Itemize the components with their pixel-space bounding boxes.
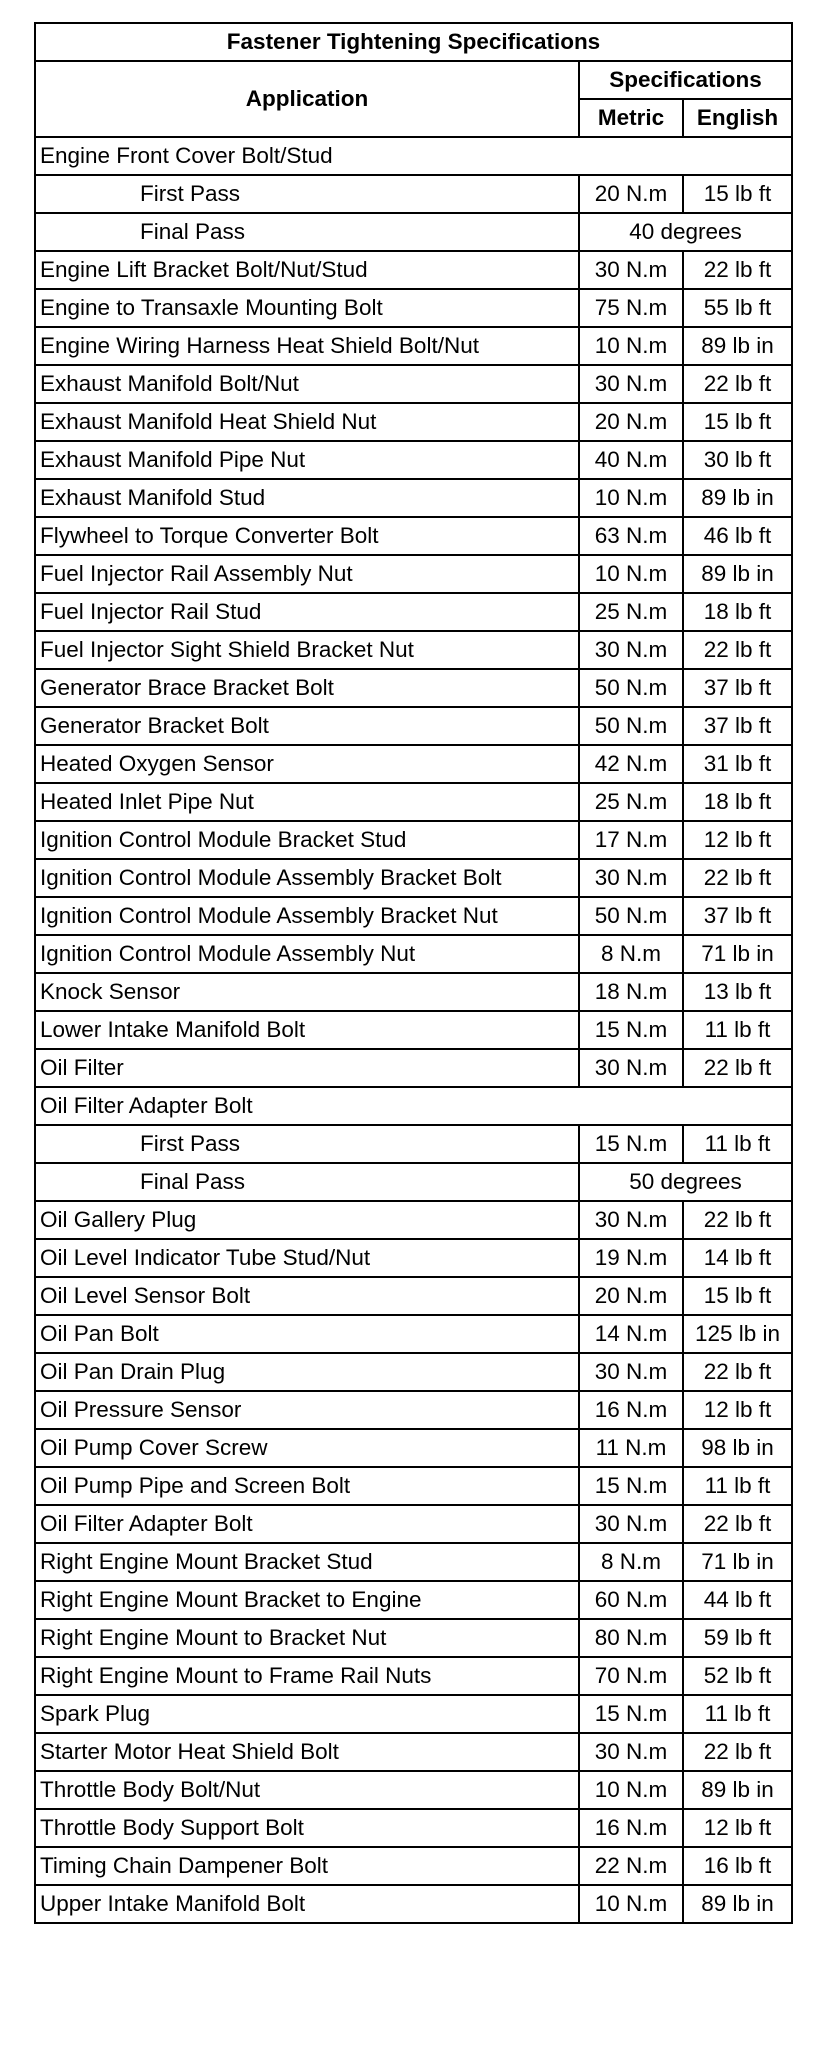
- metric-cell: 60 N.m: [579, 1581, 683, 1619]
- metric-cell: 20 N.m: [579, 175, 683, 213]
- metric-cell: 30 N.m: [579, 365, 683, 403]
- metric-cell: 14 N.m: [579, 1315, 683, 1353]
- english-cell: 15 lb ft: [683, 175, 792, 213]
- metric-cell: 25 N.m: [579, 593, 683, 631]
- application-cell: Knock Sensor: [35, 973, 579, 1011]
- english-cell: 37 lb ft: [683, 707, 792, 745]
- application-cell: Right Engine Mount Bracket Stud: [35, 1543, 579, 1581]
- table-row: [35, 745, 792, 783]
- table-row: [35, 403, 792, 441]
- english-cell: 22 lb ft: [683, 365, 792, 403]
- english-cell: 89 lb in: [683, 327, 792, 365]
- metric-cell: 30 N.m: [579, 1201, 683, 1239]
- english-cell: 71 lb in: [683, 935, 792, 973]
- english-cell: 37 lb ft: [683, 669, 792, 707]
- application-cell: Engine Lift Bracket Bolt/Nut/Stud: [35, 251, 579, 289]
- metric-cell: 30 N.m: [579, 1353, 683, 1391]
- metric-cell: 10 N.m: [579, 555, 683, 593]
- table-row: [35, 707, 792, 745]
- application-cell: Oil Filter Adapter Bolt: [35, 1505, 579, 1543]
- application-cell: Spark Plug: [35, 1695, 579, 1733]
- application-cell: Oil Pan Drain Plug: [35, 1353, 579, 1391]
- english-cell: 11 lb ft: [683, 1011, 792, 1049]
- fastener-spec-table: [34, 22, 793, 1924]
- metric-cell: 20 N.m: [579, 403, 683, 441]
- application-cell: Oil Filter Adapter Bolt: [35, 1087, 792, 1125]
- table-row: [35, 669, 792, 707]
- english-cell: 44 lb ft: [683, 1581, 792, 1619]
- application-cell: Oil Pump Cover Screw: [35, 1429, 579, 1467]
- metric-cell: 10 N.m: [579, 1771, 683, 1809]
- english-cell: 55 lb ft: [683, 289, 792, 327]
- metric-cell: 8 N.m: [579, 1543, 683, 1581]
- application-cell: Generator Brace Bracket Bolt: [35, 669, 579, 707]
- metric-cell: 80 N.m: [579, 1619, 683, 1657]
- table-row: [35, 1201, 792, 1239]
- application-cell: Timing Chain Dampener Bolt: [35, 1847, 579, 1885]
- table-row: [35, 1163, 792, 1201]
- application-cell: Ignition Control Module Assembly Nut: [35, 935, 579, 973]
- english-cell: 89 lb in: [683, 1885, 792, 1923]
- table-row: [35, 821, 792, 859]
- application-cell: Exhaust Manifold Heat Shield Nut: [35, 403, 579, 441]
- table-row: [35, 555, 792, 593]
- table-row: [35, 1125, 792, 1163]
- metric-cell: 30 N.m: [579, 631, 683, 669]
- metric-cell: 25 N.m: [579, 783, 683, 821]
- english-cell: 15 lb ft: [683, 1277, 792, 1315]
- application-cell: Oil Gallery Plug: [35, 1201, 579, 1239]
- english-header: English: [683, 99, 792, 137]
- table-row: [35, 137, 792, 175]
- table-row: [35, 1733, 792, 1771]
- application-cell: Ignition Control Module Assembly Bracket Nut: [35, 897, 579, 935]
- metric-cell: 16 N.m: [579, 1391, 683, 1429]
- application-cell: Throttle Body Bolt/Nut: [35, 1771, 579, 1809]
- english-cell: 14 lb ft: [683, 1239, 792, 1277]
- metric-cell: 18 N.m: [579, 973, 683, 1011]
- english-cell: 37 lb ft: [683, 897, 792, 935]
- english-cell: 12 lb ft: [683, 821, 792, 859]
- application-cell: Oil Pump Pipe and Screen Bolt: [35, 1467, 579, 1505]
- english-cell: 31 lb ft: [683, 745, 792, 783]
- application-cell: Right Engine Mount Bracket to Engine: [35, 1581, 579, 1619]
- english-cell: 22 lb ft: [683, 1733, 792, 1771]
- table-row: [35, 1619, 792, 1657]
- application-cell: Ignition Control Module Assembly Bracket Bolt: [35, 859, 579, 897]
- english-cell: 11 lb ft: [683, 1125, 792, 1163]
- metric-cell: 40 N.m: [579, 441, 683, 479]
- table-row: [35, 1429, 792, 1467]
- table-row: [35, 1239, 792, 1277]
- english-cell: 22 lb ft: [683, 631, 792, 669]
- english-cell: 89 lb in: [683, 1771, 792, 1809]
- table-row: [35, 289, 792, 327]
- table-row: [35, 175, 792, 213]
- application-cell: Engine to Transaxle Mounting Bolt: [35, 289, 579, 327]
- application-cell: Throttle Body Support Bolt: [35, 1809, 579, 1847]
- metric-cell: 63 N.m: [579, 517, 683, 555]
- application-cell: Fuel Injector Sight Shield Bracket Nut: [35, 631, 579, 669]
- application-cell: Exhaust Manifold Pipe Nut: [35, 441, 579, 479]
- table-row: [35, 1771, 792, 1809]
- application-cell: Oil Pressure Sensor: [35, 1391, 579, 1429]
- metric-cell: 11 N.m: [579, 1429, 683, 1467]
- english-cell: 22 lb ft: [683, 1505, 792, 1543]
- table-row: [35, 517, 792, 555]
- application-cell: Ignition Control Module Bracket Stud: [35, 821, 579, 859]
- application-cell: Fuel Injector Rail Stud: [35, 593, 579, 631]
- metric-cell: 15 N.m: [579, 1011, 683, 1049]
- table-row: [35, 1391, 792, 1429]
- table-row: [35, 1543, 792, 1581]
- table-row: [35, 593, 792, 631]
- application-cell: Exhaust Manifold Stud: [35, 479, 579, 517]
- table-row: [35, 479, 792, 517]
- header-row-1: [35, 61, 792, 99]
- application-cell: Oil Filter: [35, 1049, 579, 1087]
- metric-cell: 30 N.m: [579, 1505, 683, 1543]
- metric-cell: 30 N.m: [579, 1733, 683, 1771]
- table-row: [35, 859, 792, 897]
- metric-cell: 8 N.m: [579, 935, 683, 973]
- english-cell: 11 lb ft: [683, 1467, 792, 1505]
- application-cell: First Pass: [35, 1125, 579, 1163]
- metric-cell: 22 N.m: [579, 1847, 683, 1885]
- english-cell: 98 lb in: [683, 1429, 792, 1467]
- metric-cell: 30 N.m: [579, 251, 683, 289]
- english-cell: 22 lb ft: [683, 859, 792, 897]
- metric-cell: 75 N.m: [579, 289, 683, 327]
- english-cell: 18 lb ft: [683, 783, 792, 821]
- table-row: [35, 631, 792, 669]
- specifications-header: Specifications: [579, 61, 792, 99]
- metric-cell: 10 N.m: [579, 479, 683, 517]
- table-row: [35, 1353, 792, 1391]
- table-row: [35, 1505, 792, 1543]
- english-cell: 18 lb ft: [683, 593, 792, 631]
- table-row: [35, 441, 792, 479]
- application-cell: Fuel Injector Rail Assembly Nut: [35, 555, 579, 593]
- english-cell: 22 lb ft: [683, 1049, 792, 1087]
- english-cell: 89 lb in: [683, 555, 792, 593]
- application-cell: First Pass: [35, 175, 579, 213]
- table-row: [35, 973, 792, 1011]
- application-cell: Oil Level Indicator Tube Stud/Nut: [35, 1239, 579, 1277]
- english-cell: 89 lb in: [683, 479, 792, 517]
- metric-cell: 30 N.m: [579, 1049, 683, 1087]
- table-row: [35, 1011, 792, 1049]
- table-row: [35, 1657, 792, 1695]
- metric-cell: 15 N.m: [579, 1695, 683, 1733]
- metric-cell: 30 N.m: [579, 859, 683, 897]
- metric-cell: 15 N.m: [579, 1125, 683, 1163]
- english-cell: 12 lb ft: [683, 1809, 792, 1847]
- english-cell: 12 lb ft: [683, 1391, 792, 1429]
- application-cell: Upper Intake Manifold Bolt: [35, 1885, 579, 1923]
- english-cell: 52 lb ft: [683, 1657, 792, 1695]
- application-cell: Heated Inlet Pipe Nut: [35, 783, 579, 821]
- english-cell: 13 lb ft: [683, 973, 792, 1011]
- table-row: [35, 1315, 792, 1353]
- metric-cell: 50 N.m: [579, 897, 683, 935]
- metric-cell: 10 N.m: [579, 327, 683, 365]
- table-row: [35, 251, 792, 289]
- application-cell: Exhaust Manifold Bolt/Nut: [35, 365, 579, 403]
- table-row: [35, 1277, 792, 1315]
- application-cell: Lower Intake Manifold Bolt: [35, 1011, 579, 1049]
- application-cell: Right Engine Mount to Bracket Nut: [35, 1619, 579, 1657]
- metric-cell: 70 N.m: [579, 1657, 683, 1695]
- table-row: [35, 327, 792, 365]
- application-cell: Engine Front Cover Bolt/Stud: [35, 137, 792, 175]
- english-cell: 22 lb ft: [683, 1353, 792, 1391]
- metric-cell: 16 N.m: [579, 1809, 683, 1847]
- application-cell: Generator Bracket Bolt: [35, 707, 579, 745]
- application-cell: Starter Motor Heat Shield Bolt: [35, 1733, 579, 1771]
- english-cell: 125 lb in: [683, 1315, 792, 1353]
- application-cell: Engine Wiring Harness Heat Shield Bolt/Nut: [35, 327, 579, 365]
- table-row: [35, 897, 792, 935]
- application-cell: Heated Oxygen Sensor: [35, 745, 579, 783]
- table-row: [35, 365, 792, 403]
- english-cell: 30 lb ft: [683, 441, 792, 479]
- metric-cell: 10 N.m: [579, 1885, 683, 1923]
- table-row: [35, 213, 792, 251]
- application-header: Application: [35, 61, 579, 137]
- english-cell: 59 lb ft: [683, 1619, 792, 1657]
- application-cell: Flywheel to Torque Converter Bolt: [35, 517, 579, 555]
- metric-cell: 17 N.m: [579, 821, 683, 859]
- application-cell: Final Pass: [35, 1163, 579, 1201]
- english-cell: 46 lb ft: [683, 517, 792, 555]
- english-cell: 11 lb ft: [683, 1695, 792, 1733]
- table-row: [35, 1809, 792, 1847]
- table-row: [35, 1885, 792, 1923]
- table-row: [35, 783, 792, 821]
- application-cell: Oil Pan Bolt: [35, 1315, 579, 1353]
- metric-cell: 20 N.m: [579, 1277, 683, 1315]
- table-row: [35, 1581, 792, 1619]
- table-row: [35, 935, 792, 973]
- application-cell: Right Engine Mount to Frame Rail Nuts: [35, 1657, 579, 1695]
- table-row: [35, 1087, 792, 1125]
- metric-cell: 19 N.m: [579, 1239, 683, 1277]
- english-cell: 71 lb in: [683, 1543, 792, 1581]
- table-row: [35, 1049, 792, 1087]
- spec-merged-cell: 50 degrees: [579, 1163, 792, 1201]
- english-cell: 22 lb ft: [683, 251, 792, 289]
- table-row: [35, 1847, 792, 1885]
- spec-merged-cell: 40 degrees: [579, 213, 792, 251]
- english-cell: 16 lb ft: [683, 1847, 792, 1885]
- title-row: [35, 23, 792, 61]
- metric-cell: 50 N.m: [579, 669, 683, 707]
- table-title: Fastener Tightening Specifications: [35, 23, 792, 61]
- metric-cell: 15 N.m: [579, 1467, 683, 1505]
- metric-cell: 42 N.m: [579, 745, 683, 783]
- table-body: [35, 137, 792, 1923]
- application-cell: Oil Level Sensor Bolt: [35, 1277, 579, 1315]
- english-cell: 15 lb ft: [683, 403, 792, 441]
- table-row: [35, 1467, 792, 1505]
- metric-header: Metric: [579, 99, 683, 137]
- table-row: [35, 1695, 792, 1733]
- application-cell: Final Pass: [35, 213, 579, 251]
- metric-cell: 50 N.m: [579, 707, 683, 745]
- english-cell: 22 lb ft: [683, 1201, 792, 1239]
